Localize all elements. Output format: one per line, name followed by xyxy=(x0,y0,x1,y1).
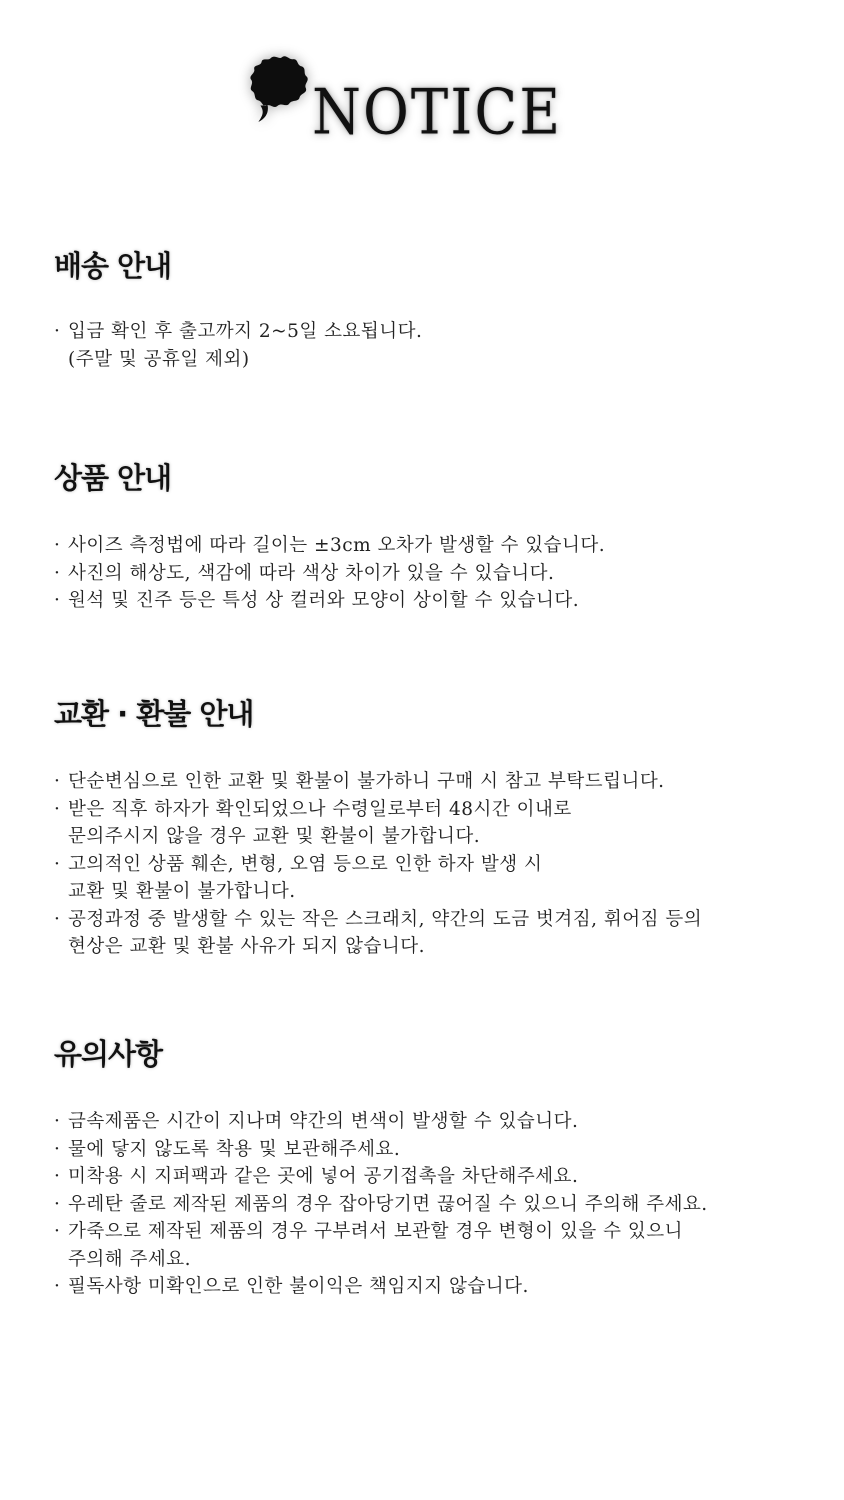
product-section xyxy=(54,460,814,615)
list-item: · 사이즈 측정법에 따라 길이는 ±3cm 오차가 발생할 수 있습니다. xyxy=(54,532,814,560)
list-item: · 금속제품은 시간이 지나며 약간의 변색이 발생할 수 있습니다. xyxy=(54,1108,814,1136)
product-list xyxy=(54,532,814,615)
exchange-title: 교환 · 환불 안내 xyxy=(54,697,254,731)
list-item: · 단순변심으로 인한 교환 및 환불이 불가하니 구매 시 참고 부탁드립니다. xyxy=(54,768,814,796)
list-item: · 받은 직후 하자가 확인되었으나 수령일로부터 48시간 이내로 문의주시지 않을 경우 교환 및 환불이 불가합니다. xyxy=(54,796,814,851)
caution-list xyxy=(54,1108,814,1301)
shipping-section xyxy=(54,248,814,373)
list-item: · 물에 닿지 않도록 착용 및 보관해주세요. xyxy=(54,1136,814,1164)
shipping-title: 배송 안내 xyxy=(54,249,172,283)
flower-silhouette-icon xyxy=(248,54,310,122)
list-item: · 원석 및 진주 등은 특성 상 컬러와 모양이 상이할 수 있습니다. xyxy=(54,587,814,615)
product-title: 상품 안내 xyxy=(54,461,172,495)
list-item: · 우레탄 줄로 제작된 제품의 경우 잡아당기면 끊어질 수 있으니 주의해 주세요. xyxy=(54,1191,814,1219)
exchange-list xyxy=(54,768,814,961)
caution-section xyxy=(54,1036,814,1301)
list-item: · 필독사항 미확인으로 인한 불이익은 책임지지 않습니다. xyxy=(54,1273,814,1301)
list-item: · 미착용 시 지퍼팩과 같은 곳에 넣어 공기접촉을 차단해주세요. xyxy=(54,1163,814,1191)
list-item: · 고의적인 상품 훼손, 변형, 오염 등으로 인한 하자 발생 시 교환 및 환불이 불가합니다. xyxy=(54,851,814,906)
list-item: · 가죽으로 제작된 제품의 경우 구부려서 보관할 경우 변형이 있을 수 있으니 주의해 주세요. xyxy=(54,1218,814,1273)
exchange-section xyxy=(54,696,814,961)
list-item: · 사진의 해상도, 색감에 따라 색상 차이가 있을 수 있습니다. xyxy=(54,560,814,588)
shipping-list xyxy=(54,318,814,373)
notice-logo xyxy=(244,52,563,162)
list-item: · 입금 확인 후 출고까지 2~5일 소요됩니다. (주말 및 공휴일 제외) xyxy=(54,318,814,373)
caution-title: 유의사항 xyxy=(54,1037,163,1071)
notice-wordmark: NOTICE xyxy=(312,76,563,150)
list-item: · 공정과정 중 발생할 수 있는 작은 스크래치, 약간의 도금 벗겨짐, 휘어짐 등의 현상은 교환 및 환불 사유가 되지 않습니다. xyxy=(54,906,814,961)
